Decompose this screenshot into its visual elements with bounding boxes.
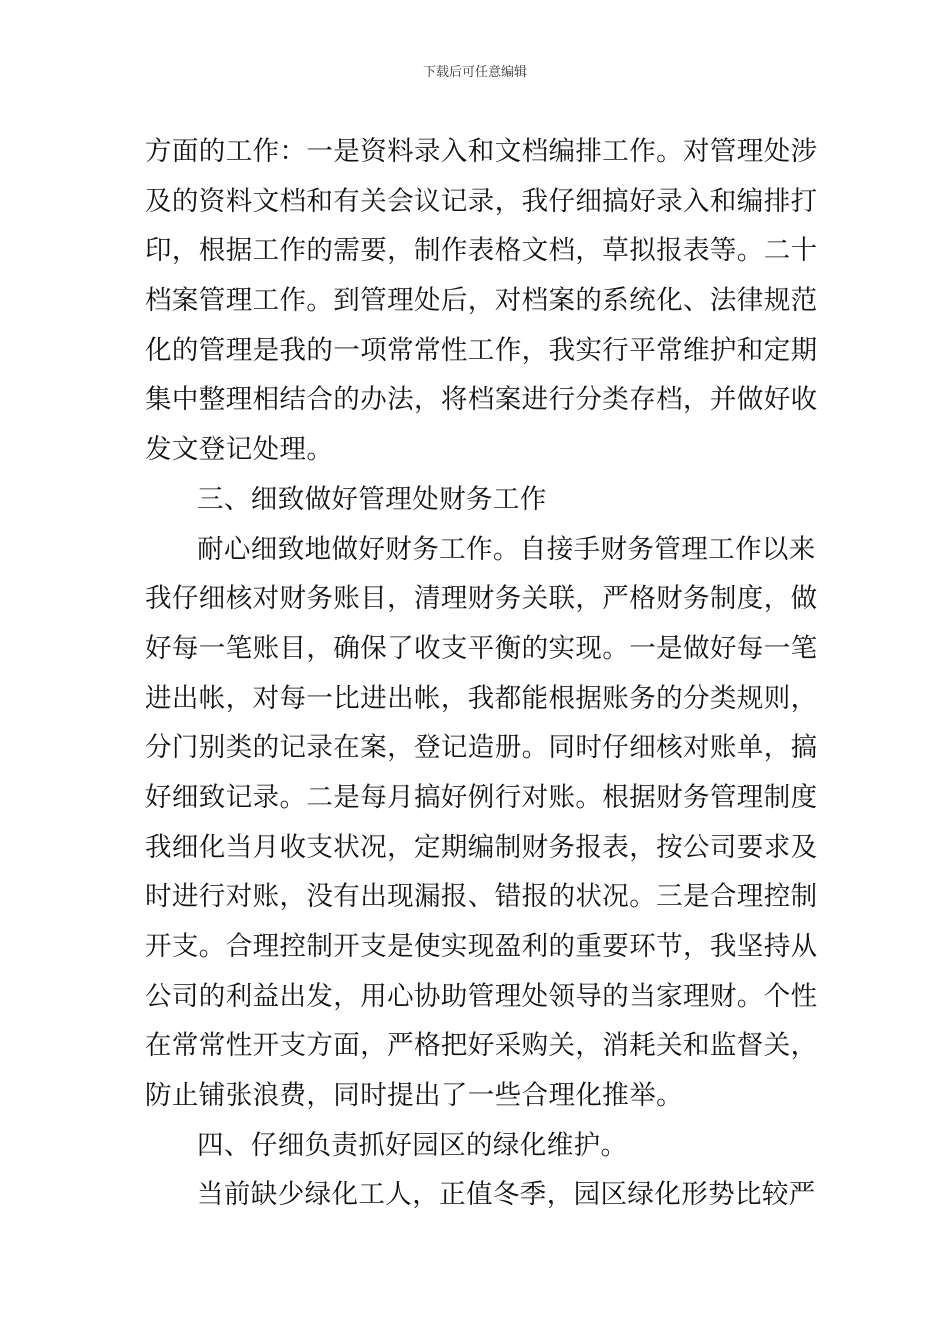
text-line: 好细致记录。二是每月搞好例行对账。根据财务管理制度 xyxy=(145,781,818,813)
text-line: 分门别类的记录在案，登记造册。同时仔细核对账单，搞 xyxy=(145,732,818,764)
text-line: 档案管理工作。到管理处后，对档案的系统化、法律规范 xyxy=(145,285,818,317)
paragraph-start-line: 当前缺少绿化工人，正值冬季，园区绿化形势比较严 xyxy=(197,1179,816,1211)
text-line: 防止铺张浪费，同时提出了一些合理化推举。 xyxy=(145,1080,683,1112)
text-line: 公司的利益出发，用心协助管理处领导的当家理财。个性 xyxy=(145,980,818,1012)
document-body xyxy=(145,127,818,1220)
section-heading: 四、仔细负责抓好园区的绿化维护。 xyxy=(197,1129,628,1161)
page-header: 下载后可任意编辑 xyxy=(422,65,527,80)
text-line: 时进行对账，没有出现漏报、错报的状况。三是合理控制 xyxy=(145,881,818,913)
text-line: 我仔细核对财务账目，清理财务关联，严格财务制度，做 xyxy=(145,583,818,615)
text-line: 开支。合理控制开支是使实现盈利的重要环节，我坚持从 xyxy=(145,931,818,962)
text-line: 集中整理相结合的办法，将档案进行分类存档，并做好收 xyxy=(145,384,818,416)
text-line: 我细化当月收支状况，定期编制财务报表，按公司要求及 xyxy=(145,831,818,863)
text-line: 在常常性开支方面，严格把好采购关，消耗关和监督关， xyxy=(145,1030,818,1062)
section-heading: 三、细致做好管理处财务工作 xyxy=(197,483,547,515)
text-line: 印，根据工作的需要，制作表格文档，草拟报表等。二十 xyxy=(145,235,818,267)
text-line: 好每一笔账目，确保了收支平衡的实现。一是做好每一笔 xyxy=(145,632,818,664)
text-line: 化的管理是我的一项常常性工作，我实行平常维护和定期 xyxy=(145,334,818,366)
text-line: 方面的工作：一是资料录入和文档编排工作。对管理处涉 xyxy=(145,136,818,167)
text-line: 发文登记处理。 xyxy=(145,434,334,466)
text-line: 进出帐，对每一比进出帐，我都能根据账务的分类规则， xyxy=(145,682,818,714)
paragraph-start-line: 耐心细致地做好财务工作。自接手财务管理工作以来 xyxy=(197,533,816,565)
text-line: 及的资料文档和有关会议记录，我仔细搞好录入和编排打 xyxy=(145,185,818,217)
